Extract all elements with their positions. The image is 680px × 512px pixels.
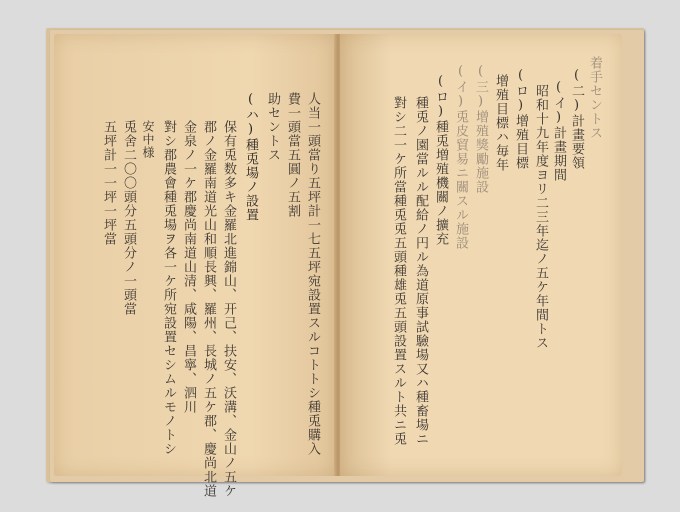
right-subheading-target: (ロ)增殖目標 [513,68,528,170]
right-page [340,34,622,476]
left-col-2: 費一頭當五圓ノ五割 [285,92,300,218]
left-col-10: 兎舍二〇〇頭分五頭分ノ一頭當 [121,120,136,316]
left-col-11: 五坪計一一坪一坪當 [101,120,116,246]
right-col-10: 種兎ノ園當ルル配給ノ円ル為道原事試驗場又ハ種畜場ニ [413,96,428,446]
left-col-8: 對シ郡農會種兎場ヲ各一ケ所宛設置セシムルモノトシ [161,120,176,456]
right-col-8: (イ)兎皮貿易ニ關スル施設 [453,64,468,250]
left-page [54,34,336,498]
right-col-11: 對シ二一ケ所當種兎兎五頭種雄兎五頭設置スルト共ニ兎 [391,96,406,446]
left-col-1: 人当一頭當り五坪計一七五坪宛設置スルコトトシ種兎購入 [305,92,320,456]
right-col-9: (ロ)種兎増殖機關ノ擴充 [433,74,448,246]
left-heading-breeding-station: (ハ)種兎場ノ設置 [243,92,258,222]
right-subheading-period: (イ)計畫期間 [551,80,566,182]
left-col-7: 金泉ノ一ケ郡慶尚南道山清、咸陽、昌寧、泗川 [181,120,196,414]
left-col-3: 助セントス [265,92,280,162]
right-heading-plan: (二)計畫要領 [569,68,584,170]
left-col-9: 安中様 [141,120,155,159]
right-col-6: 增殖目標ハ毎年 [493,74,508,172]
right-heading-facilities: (三)增殖獎勵施設 [473,64,488,194]
right-col-1: 着手セントス [587,56,602,140]
right-col-4: 昭和十九年度ヨリ二三年迄ノ五ケ年間トス [533,84,548,350]
left-col-6: 郡ノ金羅南道光山和順長興、羅州、長城ノ五ケ郡、慶尚北道 [201,120,216,498]
open-book [42,28,648,498]
left-col-5: 保有兎数多キ金羅北進錦山、开己、扶安、沃溝、金山ノ五ケ [221,120,236,498]
